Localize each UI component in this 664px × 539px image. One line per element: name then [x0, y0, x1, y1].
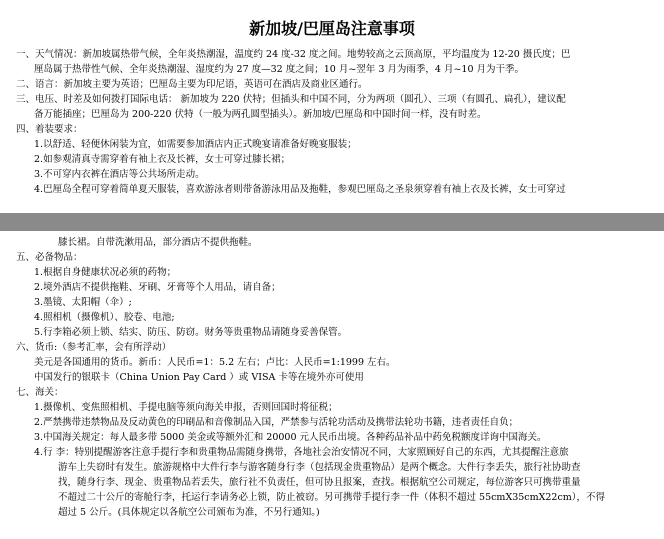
- text-line: 中国发行的银联卡（China Union Pay Card ）或 VISA 卡等在境外亦可使用: [34, 372, 364, 383]
- text-line: 1.以舒适、轻便休闲装为宜，如需要参加酒店内正式晚宴请准备好晚宴服装；: [34, 139, 357, 150]
- text-line: 备万能插座；巴厘岛为 200-220 伏特（一般为两孔圆型插头）。新加坡/巴厘岛和中国时间一样，没有时差。: [34, 109, 487, 120]
- text-line: 游车上失窃时有发生。旅游规格中大件行李与游客随身行李（包括现金贵重物品）是两个概念。大件行李丢失，旅行社协助查: [58, 462, 581, 473]
- text-line: 4.行 李：特别提醒游客注意手提行李和贵重物品需随身携带，各地社会治安情况不同，大家照顾好自己的东西，尤其提醒注意旅: [34, 447, 569, 458]
- text-line: 2.严禁携带违禁物品及反动黄色的印刷品和音像制品入国，严禁参与活轮功活动及携带法轮功书籍，违者责任自负；: [34, 417, 519, 428]
- text-line: 4.巴厘岛全程可穿着简单夏天服装，喜欢游泳者则带备游泳用品及拖鞋，参观巴厘岛之圣泉须穿着有袖上衣及长裤，女士可穿过: [34, 184, 566, 195]
- text-line: 1.根据自身健康状况必须的药物；: [34, 267, 177, 278]
- document-page-2: [0, 231, 664, 539]
- page-gap: [0, 213, 664, 231]
- text-line: 二、语言：新加坡主要为英语；巴厘岛主要为印尼语，英语可在酒店及商业区通行。: [16, 79, 368, 90]
- text-line: 六、货币:（参考汇率，会有所浮动）: [16, 342, 172, 353]
- text-line: 2.如参观清真寺需穿着有袖上衣及长裤，女士可穿过膝长裙；: [34, 154, 291, 165]
- text-line: 膝长裙。自带洗漱用品，部分酒店不提供拖鞋。: [58, 237, 258, 248]
- text-line: 3.墨镜、太阳帽（伞）;: [34, 297, 132, 308]
- document-title: 新加坡/巴厘岛注意事项: [249, 19, 415, 38]
- text-line: 1.摄像机、变焦照相机、手提电脑等须向海关申报，否则回国时将征税；: [34, 402, 338, 413]
- text-line: 五、必备物品：: [16, 252, 83, 263]
- text-line: 3.中国海关规定：每人最多带 5000 美金或等额外汇和 20000 元人民币出境。各种药品补品中药免税额度详询中国海关。: [34, 432, 547, 443]
- text-line: 三、电压、时差及如何拨打国际电话： 新加坡为 220 伏特；但插头和中国不同，分为两项（圆孔）、三项（有圆孔、扁孔），建议配: [16, 94, 566, 105]
- text-line: 找，随身行李、现金、贵重物品若丢失，旅行社不负责任，但可协且报案，查找。根据航空公司规定，每位游客只可携带重量: [58, 477, 581, 488]
- page-2-content: [14, 235, 650, 520]
- text-line: 七、海关：: [16, 387, 64, 398]
- text-line: 3.不可穿内衣裤在酒店等公共场所走动。: [34, 169, 205, 180]
- text-line: 超过 5 公斤。(具体规定以各航空公司颁布为准，不另行通知。): [58, 507, 320, 518]
- text-line: 2.境外酒店不提供拖鞋、牙刷、牙膏等个人用品，请自备；: [34, 282, 281, 293]
- text-line: 一、天气情况：新加坡属热带气候，全年炎热潮湿，温度约 24 度-32 度之间。地势较高之云顶高原，平均温度为 12-20 摄氏度；巴: [16, 49, 571, 60]
- text-line: 5.行李箱必须上锁、结实、防压、防窃。财务等贵重物品请随身妥善保管。: [34, 327, 348, 338]
- document-page-1: [0, 0, 664, 213]
- text-line: 厘岛属于热带性气候、全年炎热潮湿、湿度约为 27 度—32 度之间；10 月~翌年 3 月为雨季，4 月~10 月为干季。: [34, 64, 525, 75]
- text-line: 4.照相机（摄像机）、胶卷、电池;: [34, 312, 175, 323]
- page-1-content: [14, 47, 650, 197]
- text-line: 四、着装要求：: [16, 124, 83, 135]
- text-line: 美元是各国通用的货币。新币：人民币=1：5.2 左右；卢比：人民币=1:1999 左右。: [34, 357, 396, 368]
- text-line: 不超过二十公斤的寄舱行李，托运行李请务必上锁，防止被窃。另可携带手提行李一件（体积不超过 55cmX35cmX22cm），不得: [58, 492, 606, 503]
